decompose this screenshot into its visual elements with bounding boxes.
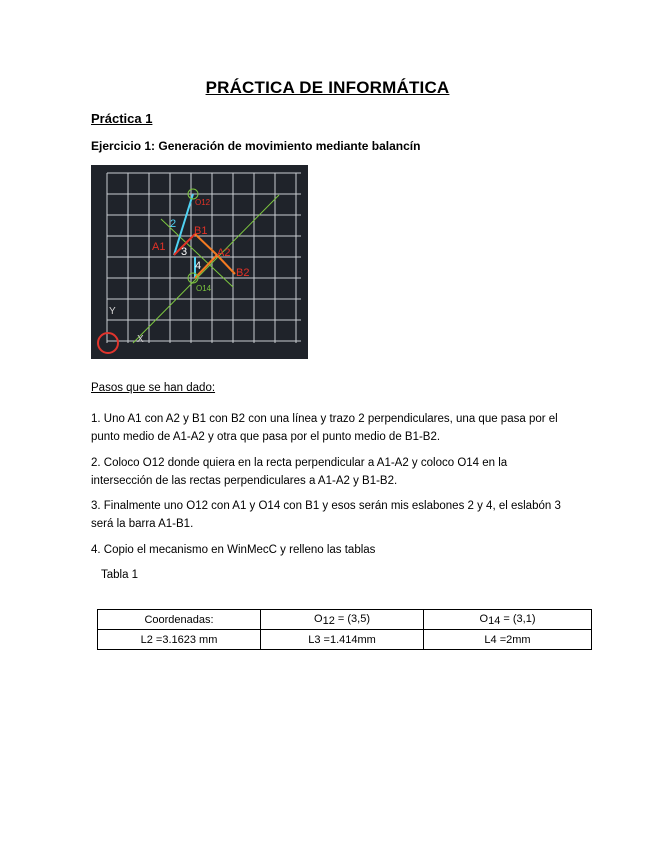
label-o14: O14 <box>196 284 212 293</box>
results-table <box>97 609 592 650</box>
label-link-4: 4 <box>195 260 202 272</box>
cell-o14-sub: 14 <box>488 614 501 627</box>
cell-l4: L4 =2mm <box>424 630 592 650</box>
exercise-heading: Ejercicio 1: Generación de movimiento mediante balancín <box>91 139 421 153</box>
table-row <box>98 630 592 650</box>
cell-o12 <box>261 610 424 630</box>
label-y-axis: Y <box>109 306 116 317</box>
cell-o12-value: = (3,5) <box>334 612 370 625</box>
cell-o14-value: = (3,1) <box>500 612 536 625</box>
section-heading: Práctica 1 <box>91 111 153 126</box>
label-x-axis: X <box>137 334 144 345</box>
cell-l3: L3 =1.414mm <box>261 630 424 650</box>
steps-heading: Pasos que se han dado: <box>91 382 216 394</box>
mechanism-drawing <box>91 165 308 359</box>
cell-o12-sub: 12 <box>322 614 335 627</box>
label-b2: B2 <box>236 267 250 279</box>
table-label: Tabla 1 <box>101 569 139 581</box>
step-1: 1. Uno A1 con A2 y B1 con B2 con una línea y trazo 2 perpendiculares, una que pasa por el punto medio de A1-A2 y otra que pasa por el punto medio de B1-B2. <box>91 413 558 443</box>
label-link-2: 2 <box>170 218 177 230</box>
cell-l2: L2 =3.1623 mm <box>98 630 261 650</box>
label-b1: B1 <box>194 225 208 237</box>
label-o12: O12 <box>195 198 211 207</box>
step-4: 4. Copio el mecanismo en WinMecC y relleno las tablas <box>91 544 376 556</box>
page-title: PRÁCTICA DE INFORMÁTICA <box>205 78 450 97</box>
mechanism-figure <box>91 165 308 359</box>
table-row <box>98 610 592 630</box>
cell-coordenadas: Coordenadas: <box>98 610 261 630</box>
cell-o12-letter: O <box>314 612 323 625</box>
label-a1: A1 <box>152 241 166 253</box>
label-a2: A2 <box>217 247 231 259</box>
cell-o14 <box>424 610 592 630</box>
step-2: 2. Coloco O12 donde quiera en la recta perpendicular a A1-A2 y coloco O14 en la intersección de las rectas perpendiculares a A1-A2 y B1-B2. <box>91 457 508 487</box>
label-link-3: 3 <box>181 246 188 258</box>
step-3: 3. Finalmente uno O12 con A1 y O14 con B1 y esos serán mis eslabones 2 y 4, el eslabón 3 será la barra A1-B1. <box>91 500 561 530</box>
cell-o14-letter: O <box>479 612 489 625</box>
